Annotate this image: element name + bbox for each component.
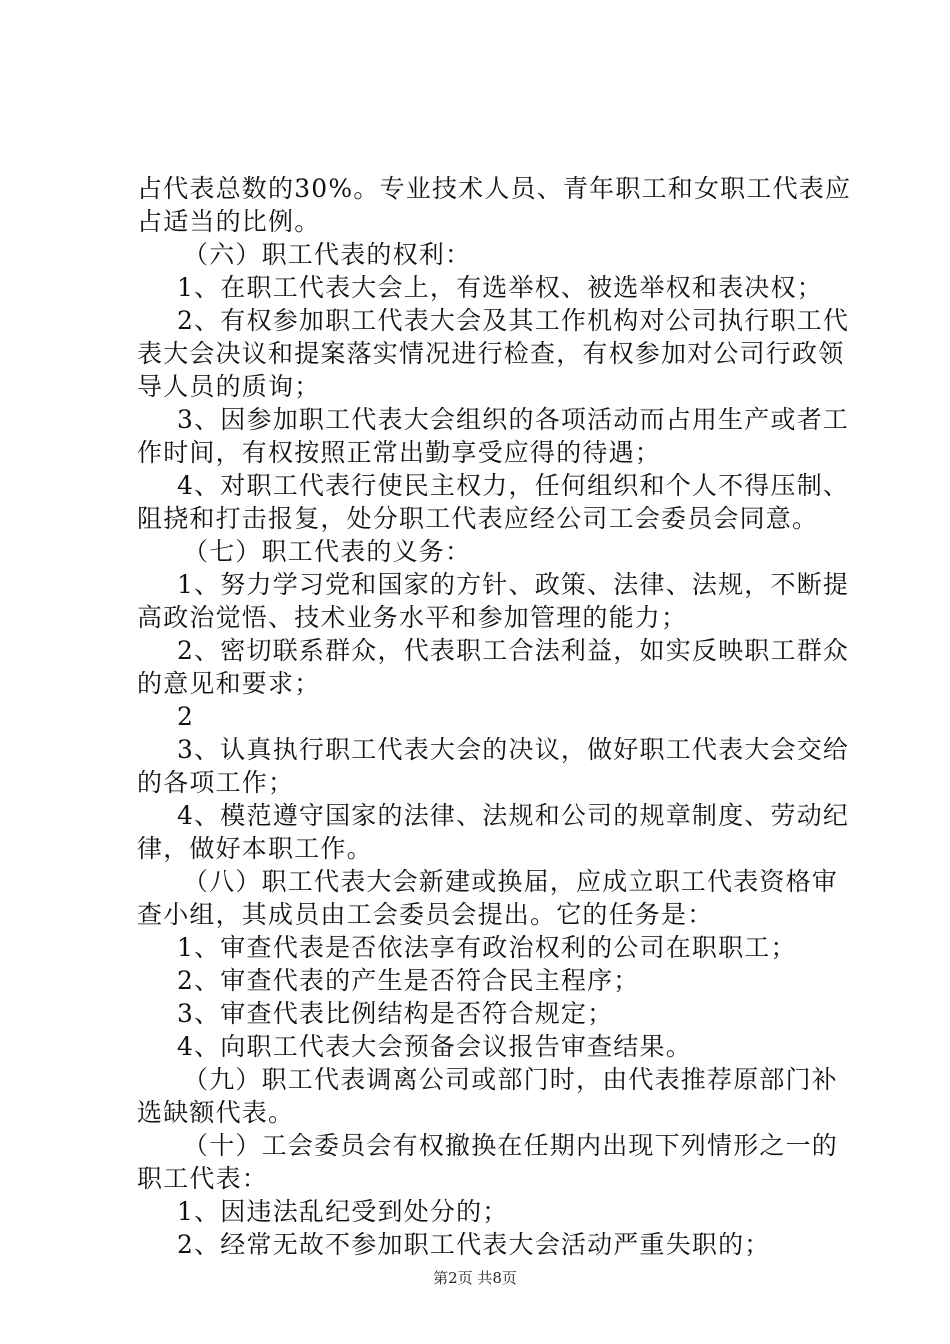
section-heading: （十）工会委员会有权撤换在任期内出现下列情形之一的 [183, 1131, 839, 1160]
list-item: 3、认真执行职工代表大会的决议，做好职工代表大会交给 [177, 735, 850, 764]
section-heading: （七）职工代表的义务： [183, 537, 472, 566]
text-line: 查小组，其成员由工会委员会提出。它的任务是： [137, 900, 714, 929]
text-line: 选缺额代表。 [137, 1098, 295, 1127]
list-item: 3、因参加职工代表大会组织的各项活动而占用生产或者工 [177, 405, 850, 434]
page-number-inline: 2 [177, 702, 193, 731]
list-item: 1、在职工代表大会上，有选举权、被选举权和表决权； [177, 273, 823, 302]
list-item: 1、审查代表是否依法享有政治权利的公司在职职工； [177, 933, 797, 962]
list-item: 4、向职工代表大会预备会议报告审查结果。 [177, 1032, 692, 1061]
list-item: 2、审查代表的产生是否符合民主程序； [177, 966, 640, 995]
list-item: 4、对职工代表行使民主权力，任何组织和个人不得压制、 [177, 471, 850, 500]
list-item: 2、密切联系群众，代表职工合法利益，如实反映职工群众 [177, 636, 850, 665]
section-heading: （六）职工代表的权利： [183, 240, 472, 269]
text-line: 阻挠和打击报复，处分职工代表应经公司工会委员会同意。 [137, 504, 819, 533]
text-line: 的意见和要求； [137, 669, 321, 698]
text-line: 职工代表： [137, 1164, 269, 1193]
list-item: 1、因违法乱纪受到处分的； [177, 1197, 509, 1226]
section-heading: （八）职工代表大会新建或换届，应成立职工代表资格审 [183, 867, 839, 896]
text-line: 的各项工作； [137, 768, 295, 797]
list-item: 2、经常无故不参加职工代表大会活动严重失职的； [177, 1230, 771, 1259]
text-line: 占适当的比例。 [137, 207, 321, 236]
text-line: 高政治觉悟、技术业务水平和参加管理的能力； [137, 603, 688, 632]
list-item: 4、模范遵守国家的法律、法规和公司的规章制度、劳动纪 [177, 801, 850, 830]
page-footer: 第2页 共8页 [433, 1269, 517, 1287]
text-line: 律，做好本职工作。 [137, 834, 373, 863]
text-line: 占代表总数的30%。专业技术人员、青年职工和女职工代表应 [137, 174, 852, 203]
text-line: 表大会决议和提案落实情况进行检查，有权参加对公司行政领 [137, 339, 845, 368]
list-item: 2、有权参加职工代表大会及其工作机构对公司执行职工代 [177, 306, 850, 335]
section-heading: （九）职工代表调离公司或部门时，由代表推荐原部门补 [183, 1065, 839, 1094]
text-line: 作时间，有权按照正常出勤享受应得的待遇； [137, 438, 662, 467]
list-item: 3、审查代表比例结构是否符合规定； [177, 999, 614, 1028]
text-line: 导人员的质询； [137, 372, 321, 401]
list-item: 1、努力学习党和国家的方针、政策、法律、法规，不断提 [177, 570, 850, 599]
